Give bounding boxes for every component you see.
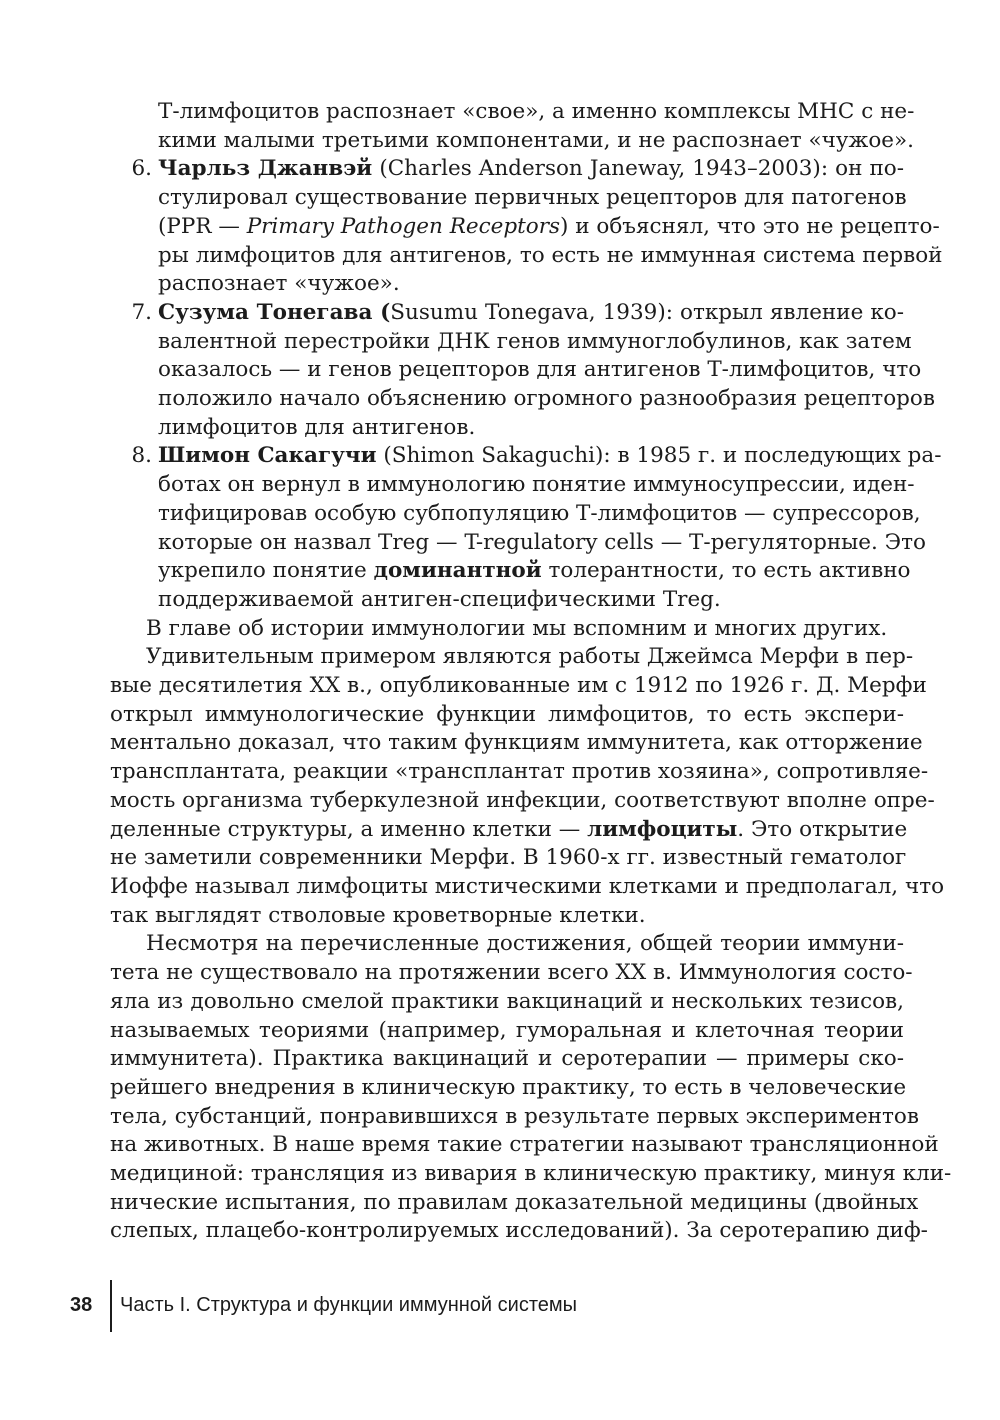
list-item-7 — [110, 299, 935, 443]
list-number: 7. — [131, 299, 152, 325]
text-line: открыл иммунологические функции лимфоцитов, то есть экспери- — [110, 701, 904, 727]
text-line: рейшего внедрения в клиническую практику, то есть в человеческие — [110, 1074, 907, 1100]
text-line: тифицировав особую субпопуляцию Т-лимфоцитов — супрессоров, — [158, 500, 921, 526]
text-line: называемых теориями (например, гуморальная и клеточная теории — [110, 1017, 904, 1043]
bold-term: лимфоциты — [587, 816, 738, 842]
person-name: Чарльз Джанвэй — [158, 156, 373, 182]
footer-divider — [110, 1280, 112, 1332]
text-line: деленные структуры, а именно клетки — лимфоциты. Это открытие — [110, 816, 908, 842]
text-line: трансплантата, реакции «трансплантат против хозяина», сопротивляе- — [110, 759, 929, 785]
text-line: валентной перестройки ДНК генов иммуноглобулинов, как затем — [158, 328, 912, 354]
paragraph-2 — [110, 643, 945, 930]
paragraph-1: В главе об истории иммунологии мы вспомним и многих других. — [146, 615, 888, 641]
text-line: стулировал существование первичных рецепторов для патогенов — [158, 185, 907, 211]
text-line: Шимон Сакагучи (Shimon Sakaguchi): в 1985 г. и последующих ра- — [158, 443, 942, 469]
bold-term: доминантной — [373, 558, 542, 584]
page-number: 38 — [70, 1294, 93, 1316]
list-number: 6. — [131, 156, 152, 182]
text-line: не заметили современники Мерфи. В 1960-х гг. известный гематолог — [110, 845, 907, 871]
list-item-6 — [110, 155, 943, 299]
text-line: Удивительным примером являются работы Джеймса Мерфи в пер- — [146, 644, 914, 670]
text-line: (PPR — Primary Pathogen Receptors) и объяснял, что это не рецепто- — [158, 213, 940, 239]
text-line: лимфоцитов для антигенов. — [158, 414, 476, 440]
text-line: яла из довольно смелой практики вакцинаций и нескольких тезисов, — [110, 988, 904, 1014]
body-text — [110, 98, 952, 1246]
text-line: ментально доказал, что таким функциям иммунитета, как отторжение — [110, 730, 923, 756]
text-line: нические испытания, по правилам доказательной медицины (двойных — [110, 1189, 919, 1215]
text-line: которые он назвал Treg — T-regulatory cells — Т-регуляторные. Это — [158, 529, 926, 555]
text-line: Несмотря на перечисленные достижения, общей теории иммуни- — [146, 931, 904, 957]
italic-term: Primary Pathogen Receptors — [246, 213, 561, 239]
text-line: медициной: трансляция из вивария в клиническую практику, минуя кли- — [110, 1161, 952, 1187]
running-title: Часть I. Структура и функции иммунной системы — [120, 1294, 578, 1316]
text-line: вые десятилетия XX в., опубликованные им с 1912 по 1926 г. Д. Мерфи — [110, 673, 927, 699]
person-name: Сузума Тонегава ( — [158, 299, 391, 325]
text-line: Сузума Тонегава (Susumu Tonegava, 1939): открыл явление ко- — [158, 299, 904, 325]
text-line: Иоффе называл лимфоциты мистическими клетками и предполагал, что — [110, 873, 945, 899]
text-line: оказалось — и генов рецепторов для антигенов Т-лимфоцитов, что — [158, 357, 922, 383]
text-line: ботах он вернул в иммунологию понятие иммуносупрессии, иден- — [158, 472, 915, 498]
text-line: укрепило понятие доминантной толерантности, то есть активно — [158, 558, 911, 584]
text-line: кими малыми третьими компонентами, и не распознает «чужое». — [158, 127, 914, 153]
text-line: Чарльз Джанвэй (Charles Anderson Janeway, 1943–2003): он по- — [158, 156, 904, 182]
text-line: ры лимфоцитов для антигенов, то есть не иммунная система первой — [158, 242, 943, 268]
text-line: распознает «чужое». — [158, 271, 400, 297]
text-line: иммунитета). Практика вакцинаций и серотерапии — примеры ско- — [110, 1046, 904, 1072]
text-line: слепых, плацебо-контролируемых исследований). За серотерапию диф- — [110, 1218, 928, 1244]
text-line: поддерживаемой антиген-специфическими Treg. — [158, 586, 721, 612]
text-line: тета не существовало на протяжении всего XX в. Иммунология состо- — [110, 960, 913, 986]
text-line: положило начало объяснению огромного разнообразия рецепторов — [158, 386, 935, 412]
paragraph-3 — [110, 930, 952, 1246]
text-line: тела, субстанций, понравившихся в результате первых экспериментов — [110, 1103, 919, 1129]
text-line: так выглядят стволовые кроветворные клетки. — [110, 902, 646, 928]
text-line: мость организма туберкулезной инфекции, соответствуют вполне опре- — [110, 787, 935, 813]
text-line: на животных. В наше время такие стратегии называют трансляционной — [110, 1132, 939, 1158]
person-name: Шимон Сакагучи — [158, 443, 377, 469]
list-item-8 — [110, 442, 942, 614]
list-number: 8. — [131, 443, 152, 469]
text-line: Т-лимфоцитов распознает «свое», а именно комплексы МНС с не- — [158, 99, 915, 124]
